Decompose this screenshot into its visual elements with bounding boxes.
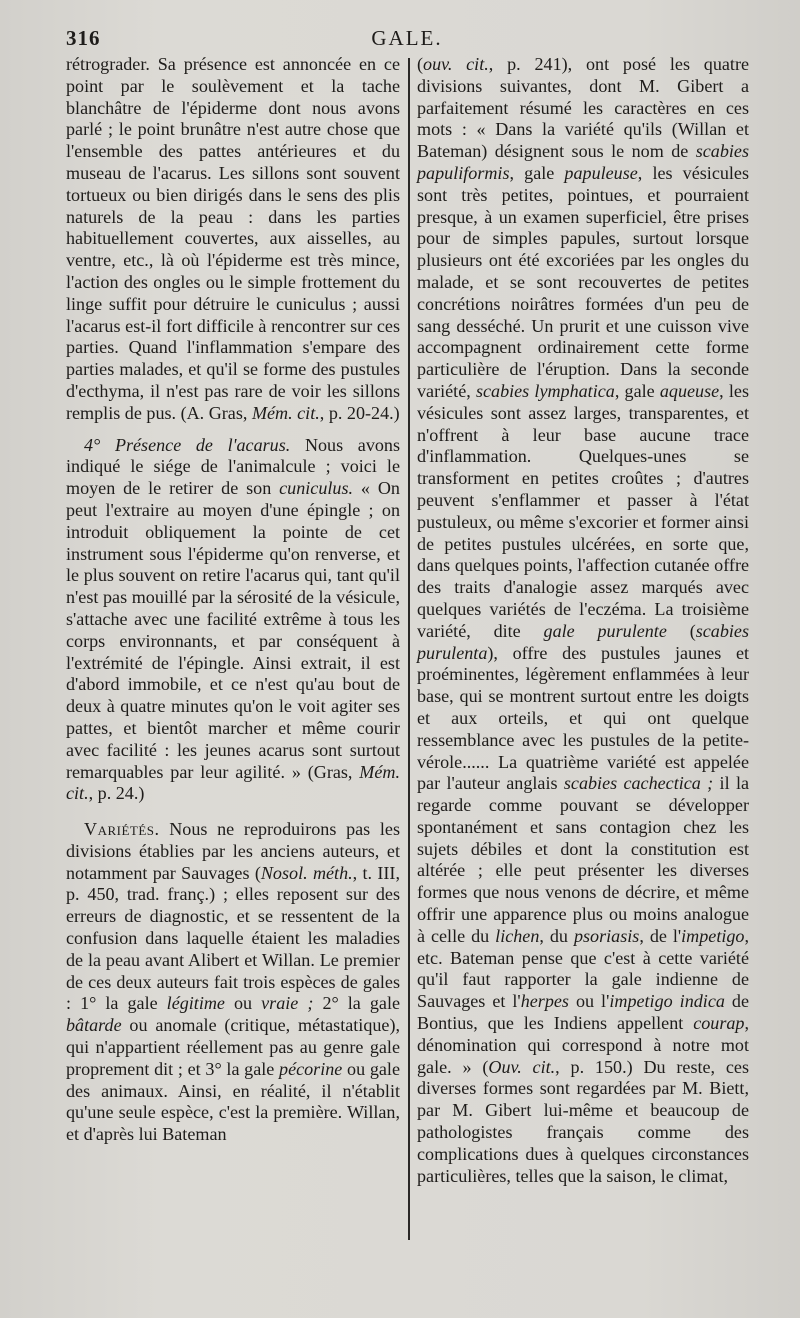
emphasis: scabies cachectica ; (563, 773, 714, 794)
text-run: rétrograder. Sa présence est annoncée en ce point par le soulèvement et la tache blanchâtre de l'épiderme dont nous avons parlé ; le point brunâtre n'est autre chose que l'ensemble des pattes antérieures et du museau de l'acarus. Les sillons sont souvent tortueux ou bien dirigés dans le sens des plis naturels de la peau : dans les parties habituellement couvertes, aux aisselles, au ventre, etc., là où l'épiderme est très mince, l'action des ongles ou le simple frottement du linge suffit pour détruire le cuniculus ; aussi l'acarus est-il fort difficile à rencontrer sur ces parties. Quand l'inflammation s'empare des parties malades, et qu'il se forme des pustules d'ecthyma, il n'est pas rare de voir les sillons remplis de pus. (A. Gras, (66, 54, 400, 423)
section-heading: Variétés. (84, 819, 160, 840)
section-heading: Présence de l'acarus. (114, 434, 291, 455)
text-run: Nous ne reproduirons pas les divisions établies par les anciens auteurs, et notamment par Sauvages ( (66, 819, 400, 883)
paragraph-presence-acarus (66, 435, 400, 806)
text-run: ou (224, 993, 262, 1014)
text-run: il la regarde comme pouvant se développer spontanément et sans contagion chez les sujets débiles et dont la constitution est altérée ; elle peut présenter les diverses formes que nous venons de décrire, et même offrir une apparence plus ou moins analogue à celle du (417, 773, 749, 946)
text-run: , gale (614, 380, 660, 401)
emphasis: impetigo indica (609, 991, 725, 1012)
emphasis: scabies purulenta (417, 620, 749, 663)
text-run: , p. 24.) (88, 783, 145, 804)
paragraph-sillons (66, 54, 400, 425)
emphasis: lichen (495, 925, 540, 946)
emphasis: vraie ; (261, 993, 314, 1014)
emphasis: pécorine (279, 1058, 343, 1079)
emphasis: papuleuse (564, 162, 638, 183)
text-run: , p. 150.) Du reste, ces diverses formes sont regardées par M. Biett, par M. Gibert lui-même et beaucoup de pathologistes français comme des complications dues à quelques circonstances particulières, telles que la saison, le climat, (417, 1056, 750, 1186)
text-run: ( (417, 54, 424, 74)
emphasis: légitime (166, 993, 225, 1014)
running-title: GALE. (371, 26, 443, 50)
citation: Mém. cit. (66, 761, 400, 804)
emphasis: courap (693, 1013, 745, 1034)
page-number: 316 (66, 26, 101, 50)
emphasis: gale purulente (543, 620, 667, 641)
text-run: , du (539, 925, 574, 946)
emphasis: scabies papuliformis (417, 141, 749, 183)
paragraph-willan-bateman (417, 54, 749, 1187)
text-run: ou anomale (critique, métastatique), qui n'appartient réellement pas au genre gale proprement dit ; et 3° la gale (66, 1015, 400, 1079)
text-run: ), offre des pustules jaunes et proéminentes, légèrement enflammées à leur base, qui se montrent surtout entre les doigts et aux orteils, et qui ont quelque ressemblance avec les pustules de la petite-vérole...... La quatrième variété est appelée par l'auteur anglais (417, 642, 749, 794)
text-run: , p. 20-24.) (319, 402, 400, 423)
citation: ouv. cit. (423, 54, 489, 74)
left-column (66, 54, 400, 1146)
emphasis: cuniculus. (279, 478, 354, 499)
text-run: , t. III, p. 450, trad. franç.) ; elles reposent sur des erreurs de diagnostic, et se ressentent de la confusion dans laquelle étaient les maladies de la peau avant Alibert et Willan. Le premier de ces deux auteurs fait trois espèces de gales : 1° la gale (66, 862, 400, 1014)
paragraph-varietes (66, 819, 400, 1146)
text-run: de Bontius, que les Indiens appellent (417, 991, 750, 1034)
emphasis: impetigo (681, 925, 745, 946)
text-run: , dénomination qui correspond à notre mot gale. » ( (417, 1013, 749, 1077)
text-run: Nous avons indiqué le siége de l'animalcule ; voici le moyen de le retirer de son (66, 434, 401, 499)
text-run: , etc. Bateman pense que c'est à cette variété qu'il faut rapporter la gale indienne de Sauvages et l' (417, 925, 750, 1012)
citation: Nosol. méth. (260, 862, 353, 883)
emphasis: herpes (520, 991, 569, 1012)
text-run: , de l' (639, 925, 682, 946)
text-run: , p. 241), ont posé les quatre divisions suivantes, dont M. Gibert a parfaitement résumé les caractères en ces mots : « Dans la variété qu'ils (Willan et Bateman) désignent sous le nom de (417, 54, 749, 162)
text-run: , gale (509, 162, 565, 183)
emphasis: bâtarde (66, 1015, 122, 1036)
running-head (66, 26, 748, 52)
text-run: , les vésicules sont très petites, pointues, et pourraient presque, à un examen superficiel, être prises pour de simples papules, surtout lorsque plusieurs ont été excoriées par les ongles du malade, et se sont recouvertes de petites concrétions noirâtres formées d'un peu de sang desséché. Un prurit et une cuisson vive accompagnent ordinairement cette forme particulière de l'éruption. Dans la seconde variété, (417, 162, 749, 401)
text-run: ou l' (568, 991, 610, 1012)
section-number: 4° (84, 434, 115, 455)
text-run: ( (666, 620, 696, 641)
emphasis: scabies lymphatica (475, 380, 615, 401)
citation: Mém. cit. (251, 402, 320, 423)
text-run: « On peut l'extraire au moyen d'une épingle ; on introduit obliquement la pointe de cet instrument sous l'épiderme qu'on renverse, et le plus souvent on retire l'acarus qui, tant qu'il n'est pas mouillé par la sérosité de la vésicule, s'attache avec une facilité extrême à tous les corps environnants, et par conséquent à l'extrémité de l'épingle. Ainsi extrait, il est d'abord immobile, et ce n'est qu'au bout de deux à quatre minutes qu'on le voit agiter ses pattes, et bientôt marcher et même courir avec facilité : les jeunes acarus sont surtout remarquables par leur agilité. » (Gras, (66, 478, 400, 782)
text-run: , les vésicules sont assez larges, transparentes, et n'offrent à leur base aucune trace d'inflammation. Quelques-unes se transforment en petites croûtes ; d'autres peuvent s'enflammer et passer à l'état pustuleux, ou même s'excorier et former ainsi de petites pustules ulcérées, en sorte que, dans quelques points, l'affection cutanée offre des traits d'analogie assez marqués avec quelques variétés de l'eczéma. La troisième variété, dite (417, 380, 749, 641)
right-column (417, 54, 749, 1187)
column-divider (408, 58, 410, 1240)
emphasis: psoriasis (573, 925, 640, 946)
citation: Ouv. cit. (488, 1056, 556, 1077)
text-run: ou gale des animaux. Ainsi, en réalité, il n'établit qu'une seule espèce, c'est la première. Willan, et d'après lui Bateman (66, 1058, 400, 1145)
text-run: 2° la gale (313, 993, 401, 1014)
emphasis: aqueuse (659, 380, 720, 401)
